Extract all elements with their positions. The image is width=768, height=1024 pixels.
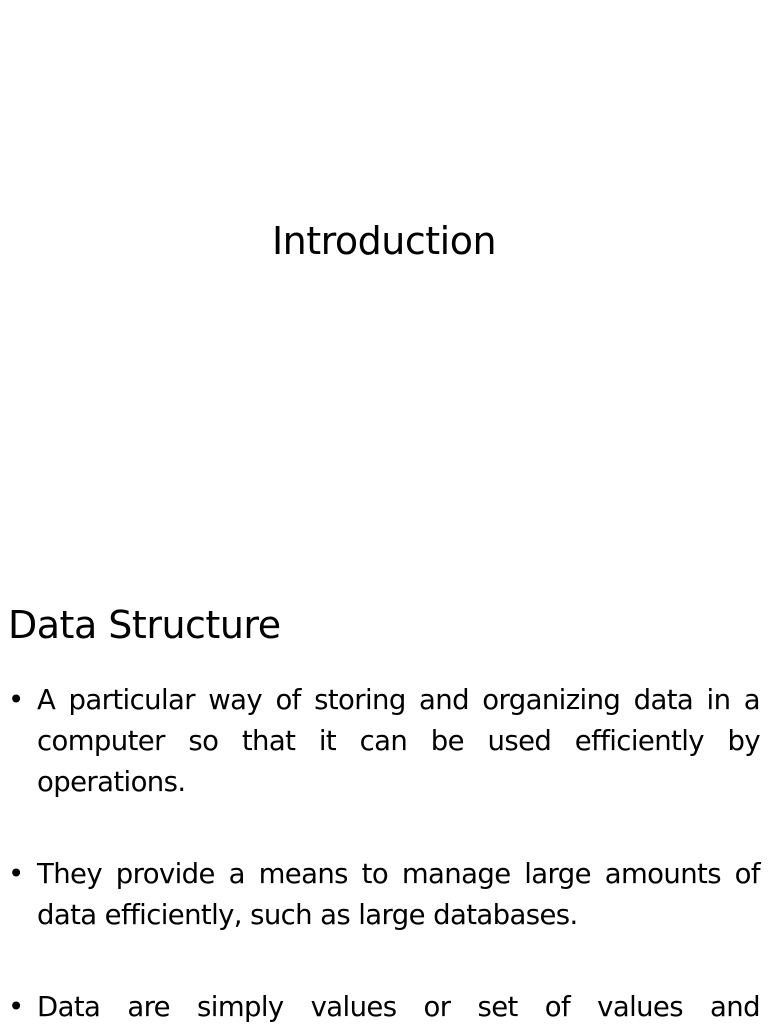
bullet-text: Data are simply values or set of values and xyxy=(37,991,760,1023)
slide-data-structure xyxy=(0,576,768,1024)
bullet-list xyxy=(0,680,768,1024)
bullet-item xyxy=(0,987,768,1024)
bullet-text: They provide a means to manage large amounts of data efficiently, such as large databases. xyxy=(37,858,760,931)
bullet-marker: • xyxy=(8,684,24,716)
slide-title: Introduction xyxy=(271,219,497,263)
bullet-marker: • xyxy=(8,858,24,890)
bullet-text: A particular way of storing and organizing data in a computer so that it can be used efficiently by operations. xyxy=(37,684,760,798)
bullet-item xyxy=(0,854,768,936)
slide-heading: Data Structure xyxy=(8,603,281,647)
bullet-marker: • xyxy=(8,991,24,1023)
bullet-item xyxy=(0,680,768,803)
